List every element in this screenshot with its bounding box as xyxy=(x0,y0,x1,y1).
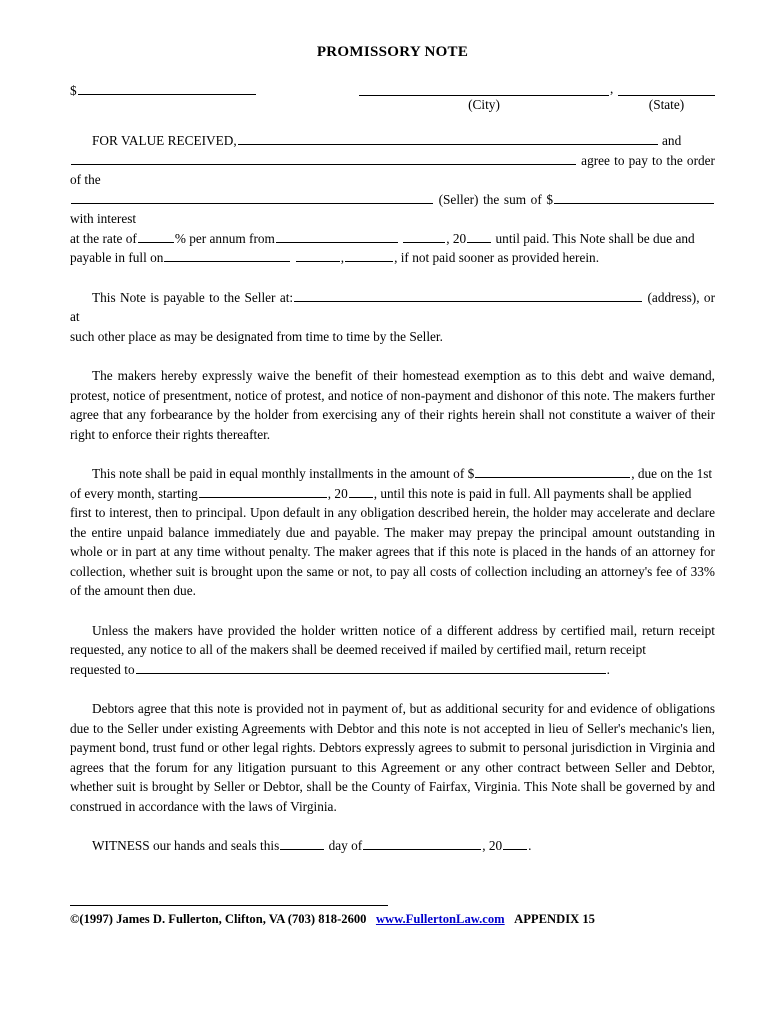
comma-after-due: , xyxy=(340,250,345,265)
notice-line-last xyxy=(70,660,715,680)
start-date-blank[interactable] xyxy=(199,484,327,498)
installments-lead: This note shall be paid in equal monthly installments in the amount of $ xyxy=(92,466,475,481)
witness-year-blank[interactable] xyxy=(503,836,527,850)
installment-amount-blank[interactable] xyxy=(475,464,630,478)
page-title: PROMISSORY NOTE xyxy=(316,44,469,60)
payable-at-lead: This Note is payable to the Seller at: xyxy=(92,289,294,305)
seller-sum-text: (Seller) the sum of $ xyxy=(438,191,554,207)
amount-field-wrap xyxy=(70,81,257,99)
value-received-line-4 xyxy=(70,229,715,249)
witness-lead: WITNESS our hands and seals this xyxy=(92,838,280,853)
amount-blank[interactable] xyxy=(78,81,256,95)
due-on-text: , due on the 1st xyxy=(631,466,713,481)
notice-paragraph-wrap xyxy=(70,621,715,680)
witness-month-blank[interactable] xyxy=(363,836,481,850)
state-label: (State) xyxy=(648,97,685,112)
seller-name-blank[interactable] xyxy=(71,190,433,204)
footer-content xyxy=(70,912,715,927)
sum-amount-blank[interactable] xyxy=(554,190,714,204)
city-blank[interactable] xyxy=(359,81,609,96)
witness-day-blank[interactable] xyxy=(280,836,324,850)
notice-period: . xyxy=(606,661,610,677)
waiver-paragraph: The makers hereby expressly waive the benefit of their homestead exemption as to this debt and waive demand, protest, notice of presentment, notice of protest, and notice of non-payment and dishonor of this note. The makers further agree that any forbearance by the holder from exercising any of their rights herein shall not constitute a waiver of their right to enforce their rights thereafter. xyxy=(70,368,715,442)
due-date-blank[interactable] xyxy=(164,248,290,262)
from-year-blank[interactable] xyxy=(467,229,491,243)
from-day-blank[interactable] xyxy=(403,229,445,243)
due-year-blank[interactable] xyxy=(345,248,393,262)
from-date-blank[interactable] xyxy=(276,229,398,243)
witness-day-of: day of xyxy=(328,838,363,853)
payable-at-line-2: such other place as may be designated from time to time by the Seller. xyxy=(70,328,443,344)
value-received-paragraph xyxy=(70,131,715,268)
installments-body: first to interest, then to principal. Upon default in any obligation described herein, the holder may accelerate and declare the entire unpaid balance immediately due and payable. The maker may prepay the principal amount outstanding in whole or in part at any time without penalty. The maker agrees that if this note is placed in the hands of an attorney for collection, whether suit is brought upon the same or not, to pay all costs of collection including an attorney's fee of 33% of the amount then due. xyxy=(70,505,715,598)
city-label: (City) xyxy=(468,97,500,112)
interest-rate-blank[interactable] xyxy=(138,229,174,243)
notice-address-blank[interactable] xyxy=(136,660,606,674)
of-every-month-text: of every month, starting xyxy=(70,485,198,501)
value-received-line-1 xyxy=(70,131,715,151)
installments-paragraph-wrap xyxy=(70,464,715,601)
payable-at-line-1 xyxy=(70,288,715,327)
agree-to-pay-text: agree to pay to the order of the xyxy=(70,152,715,187)
witness-line xyxy=(70,836,715,856)
until-paid-text: until paid. This Note shall be due and xyxy=(495,230,695,246)
footer-copyright: ©(1997) James D. Fullerton, Clifton, VA (703) 818-2600 xyxy=(70,912,367,926)
value-received-and: and xyxy=(662,133,682,148)
dollar-sign: $ xyxy=(70,83,77,98)
until-paid-full-text: , until this note is paid in full. All payments shall be applied xyxy=(373,485,692,501)
installments-line-2 xyxy=(70,484,715,504)
year-prefix-1: , 20 xyxy=(446,230,467,246)
fullerton-law-link[interactable]: www.FullertonLaw.com xyxy=(375,912,505,926)
witness-period: . xyxy=(528,838,532,853)
debtors-paragraph-wrap xyxy=(70,699,715,816)
with-interest-text: with interest xyxy=(70,211,137,226)
value-received-line-3 xyxy=(70,190,715,229)
due-day-blank[interactable] xyxy=(296,248,340,262)
debtors-paragraph: Debtors agree that this note is provided not in payment of, but as additional security for and evidence of obligations due to the Seller under existing Agreements with Debtor and this note is not accepted in lieu of Seller's mechanic's lien, payment bond, trust fund or other legal rights. Debtors expressly agrees to submit to personal jurisdiction in Virginia and agrees that the forum for any litigation pursuant to this Agreement or any other contract between Seller and Debtor, whether suit is brought by Seller or Debtor, shall be the County of Fairfax, Virginia. This Note shall be governed by and construed in accordance with the laws of Virginia. xyxy=(70,701,715,814)
footer-appendix: APPENDIX 15 xyxy=(514,912,595,926)
page-footer xyxy=(70,905,715,927)
address-note: (address), or at xyxy=(70,289,715,324)
value-received-lead: FOR VALUE RECEIVED, xyxy=(92,133,237,148)
installments-line-1 xyxy=(70,464,715,484)
year-prefix-2: , 20 xyxy=(327,485,348,501)
at-rate-text: at the rate of xyxy=(70,230,137,246)
year-prefix-3: , 20 xyxy=(482,838,503,853)
witness-paragraph xyxy=(70,836,715,856)
payable-at-paragraph xyxy=(70,288,715,347)
if-not-paid-text: , if not paid sooner as provided herein. xyxy=(394,250,600,265)
maker-name-blank[interactable] xyxy=(238,131,658,145)
value-received-line-2 xyxy=(70,151,715,190)
requested-to-text: requested to xyxy=(70,661,135,677)
value-received-line-5 xyxy=(70,248,715,268)
start-year-blank[interactable] xyxy=(349,484,373,498)
amount-city-state-row xyxy=(70,81,715,111)
waiver-paragraph-wrap xyxy=(70,366,715,444)
footer-divider xyxy=(70,905,388,906)
header-comma: , xyxy=(610,81,614,96)
payable-in-full-text: payable in full on xyxy=(70,250,164,265)
maker-name-blank-2[interactable] xyxy=(71,151,576,165)
document-body xyxy=(70,44,715,856)
notice-body: Unless the makers have provided the holder written notice of a different address by certified mail, return receipt requested, any notice to all of the makers shall be deemed received if mailed by certified mail, return receipt xyxy=(70,622,715,657)
state-blank[interactable] xyxy=(618,81,715,96)
seller-address-blank[interactable] xyxy=(294,288,642,302)
percent-per-annum-text: % per annum from xyxy=(174,230,275,246)
